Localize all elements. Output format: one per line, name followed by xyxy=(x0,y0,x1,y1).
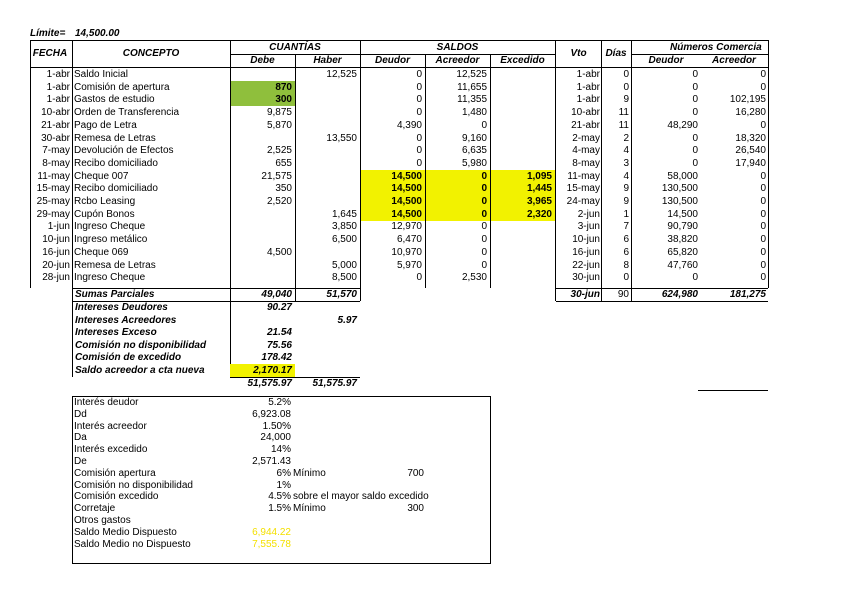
summary-label: Comisión no disponibilidad xyxy=(75,340,207,351)
cell-concepto: Rcbo Leasing xyxy=(74,196,136,207)
cell-haber xyxy=(295,247,357,259)
cell-haber: 6,500 xyxy=(331,234,357,245)
cell-saldo-deudor: 0 xyxy=(416,107,422,118)
cell-dias: 7 xyxy=(623,221,629,232)
parameter-value: 14% xyxy=(270,444,291,455)
cell-haber xyxy=(295,94,357,106)
parameter-value: 6,923.08 xyxy=(252,409,291,420)
cell-saldo-acreedor: 11,355 xyxy=(457,94,487,105)
cell-saldo-deudor: 0 xyxy=(416,272,422,283)
header-num-deudor: Deudor xyxy=(648,55,684,66)
cell-num-deudor: 48,290 xyxy=(667,120,698,131)
cell-vto: 8-may xyxy=(572,158,600,169)
cell-saldo-acreedor: 1,480 xyxy=(461,107,487,118)
cell-haber: 3,850 xyxy=(331,221,357,232)
cell-concepto: Cupón Bonos xyxy=(74,209,135,220)
cell-haber xyxy=(295,183,357,195)
summary-label: Saldo acreedor a cta nueva xyxy=(75,365,205,376)
cell-saldo-deudor: 4,390 xyxy=(396,120,422,131)
cell-excedido xyxy=(490,234,552,246)
cell-haber: 12,525 xyxy=(326,69,357,80)
cell-excedido xyxy=(490,221,552,233)
cell-dias: 11 xyxy=(618,107,629,118)
cell-concepto: Ingreso metálico xyxy=(74,234,148,245)
cell-fecha: 25-may xyxy=(36,196,70,207)
cell-dias: 0 xyxy=(623,69,629,80)
cell-num-acreedor: 0 xyxy=(760,171,766,182)
cell-excedido xyxy=(490,260,552,272)
cell-saldo-acreedor: 0 xyxy=(481,247,487,258)
cell-saldo-deudor: 5,970 xyxy=(396,260,422,271)
cell-excedido xyxy=(490,120,552,132)
cell-debe xyxy=(230,234,292,246)
cell-vto: 10-abr xyxy=(571,107,600,118)
cell-fecha: 29-may xyxy=(36,209,70,220)
cell-haber xyxy=(295,145,357,157)
cell-debe: 4,500 xyxy=(266,247,292,258)
cell-dias: 6 xyxy=(623,234,629,245)
parameter-label: Dd xyxy=(74,409,87,420)
cell-num-acreedor: 0 xyxy=(760,272,766,283)
header-debe: Debe xyxy=(250,55,275,66)
cell-vto: 15-may xyxy=(566,183,600,194)
summary-label: Intereses Acreedores xyxy=(75,315,177,326)
cell-concepto: Ingreso Cheque xyxy=(74,272,146,283)
summary-debe: 178.42 xyxy=(261,352,292,363)
cell-haber xyxy=(295,120,357,132)
cell-concepto: Remesa de Letras xyxy=(74,133,156,144)
cell-num-acreedor: 102,195 xyxy=(729,94,766,105)
cell-debe: 870 xyxy=(275,82,292,93)
cell-num-deudor: 65,820 xyxy=(667,247,698,258)
cell-saldo-acreedor: 9,160 xyxy=(461,133,487,144)
cell-fecha: 7-may xyxy=(42,145,70,156)
cell-vto: 24-may xyxy=(566,196,600,207)
cell-haber xyxy=(295,158,357,170)
cell-num-deudor: 14,500 xyxy=(667,209,698,220)
sumas-num-deudor: 624,980 xyxy=(661,289,698,300)
cell-excedido: 1,445 xyxy=(526,183,552,194)
cell-saldo-acreedor: 2,530 xyxy=(461,272,487,283)
grid-line xyxy=(631,40,632,288)
cell-num-acreedor: 0 xyxy=(760,120,766,131)
limit-value: 14,500.00 xyxy=(75,28,120,39)
divider xyxy=(230,54,555,55)
grid-line xyxy=(555,40,556,288)
cell-concepto: Orden de Transferencia xyxy=(74,107,180,118)
sumas-num-acreedor: 181,275 xyxy=(729,289,766,300)
cell-num-acreedor: 0 xyxy=(760,69,766,80)
cell-vto: 3-jun xyxy=(577,221,600,232)
cell-saldo-deudor: 0 xyxy=(416,94,422,105)
grid-line xyxy=(768,40,769,288)
cell-haber: 1,645 xyxy=(331,209,357,220)
cell-dias: 3 xyxy=(623,158,629,169)
divider xyxy=(698,390,768,391)
cell-vto: 1-abr xyxy=(576,82,600,93)
cell-num-deudor: 0 xyxy=(692,133,698,144)
cell-debe: 5,870 xyxy=(266,120,292,131)
summary-label: Intereses Exceso xyxy=(75,327,157,338)
cell-saldo-deudor: 14,500 xyxy=(391,196,422,207)
summary-haber xyxy=(295,340,357,352)
cell-fecha: 1-abr xyxy=(46,82,70,93)
cell-debe: 2,525 xyxy=(266,145,292,156)
grid-line xyxy=(230,40,231,288)
cell-num-deudor: 0 xyxy=(692,107,698,118)
cell-saldo-acreedor: 6,635 xyxy=(461,145,487,156)
cell-saldo-deudor: 0 xyxy=(416,145,422,156)
header-haber: Haber xyxy=(313,55,342,66)
cell-num-acreedor: 0 xyxy=(760,82,766,93)
cell-fecha: 10-jun xyxy=(42,234,70,245)
summary-debe: 90.27 xyxy=(266,302,292,313)
cell-saldo-acreedor: 11,655 xyxy=(457,82,487,93)
cell-num-deudor: 0 xyxy=(692,272,698,283)
cell-excedido xyxy=(490,133,552,145)
cell-saldo-acreedor: 0 xyxy=(481,171,487,182)
cell-fecha: 28-jun xyxy=(42,272,70,283)
parameter-value: 6% xyxy=(276,468,291,479)
summary-debe xyxy=(230,315,292,327)
cell-excedido xyxy=(490,82,552,94)
cell-debe: 655 xyxy=(275,158,292,169)
parameter-value xyxy=(228,515,291,527)
sumas-vto: 30-jun xyxy=(570,289,600,300)
summary-debe: 2,170.17 xyxy=(253,365,292,376)
cell-saldo-acreedor: 0 xyxy=(481,234,487,245)
summary-label: Intereses Deudores xyxy=(75,302,168,313)
cell-concepto: Cheque 069 xyxy=(74,247,129,258)
cell-dias: 0 xyxy=(623,82,629,93)
cell-haber xyxy=(295,196,357,208)
cell-vto: 1-abr xyxy=(576,94,600,105)
grid-line xyxy=(295,54,296,288)
cell-saldo-acreedor: 0 xyxy=(481,120,487,131)
grid-line xyxy=(72,301,73,377)
cell-num-acreedor: 0 xyxy=(760,183,766,194)
cell-excedido: 2,320 xyxy=(526,209,552,220)
parameter-label: Corretaje xyxy=(74,503,116,514)
cell-haber: 8,500 xyxy=(331,272,357,283)
cell-num-deudor: 130,500 xyxy=(661,196,698,207)
summary-debe: 21.54 xyxy=(266,327,292,338)
divider xyxy=(30,40,768,41)
cell-concepto: Ingreso Cheque xyxy=(74,221,146,232)
cell-saldo-deudor: 14,500 xyxy=(391,183,422,194)
cell-saldo-deudor: 14,500 xyxy=(391,209,422,220)
cell-saldo-acreedor: 5,980 xyxy=(461,158,487,169)
cell-saldo-deudor: 0 xyxy=(416,158,422,169)
cell-num-acreedor: 0 xyxy=(760,260,766,271)
cell-saldo-deudor: 10,970 xyxy=(391,247,422,258)
divider xyxy=(30,67,768,68)
cell-num-acreedor: 17,940 xyxy=(735,158,766,169)
parameter-label: Comisión no disponibilidad xyxy=(74,480,193,491)
cell-vto: 2-may xyxy=(572,133,600,144)
header-saldo-deudor: Deudor xyxy=(375,55,410,66)
parameter-label: Interés acreedor xyxy=(74,421,147,432)
cell-excedido xyxy=(490,107,552,119)
grid-line xyxy=(360,40,361,288)
cell-num-deudor: 0 xyxy=(692,69,698,80)
cell-fecha: 1-abr xyxy=(46,69,70,80)
cell-vto: 21-abr xyxy=(571,120,600,131)
cell-haber: 13,550 xyxy=(326,133,357,144)
header-numeros-comerciales: Números Comercia xyxy=(670,42,762,53)
cell-num-deudor: 0 xyxy=(692,158,698,169)
cell-excedido xyxy=(490,272,552,284)
parameter-label: Otros gastos xyxy=(74,515,131,526)
grid-line xyxy=(72,40,73,288)
cell-num-acreedor: 18,320 xyxy=(735,133,766,144)
cell-num-acreedor: 0 xyxy=(760,196,766,207)
parameter-label: Interés excedido xyxy=(74,444,148,455)
cell-dias: 1 xyxy=(623,209,629,220)
cell-saldo-deudor: 6,470 xyxy=(396,234,422,245)
cell-debe xyxy=(230,221,292,233)
sumas-haber: 51,570 xyxy=(326,289,357,300)
parameter-value: 6,944.22 xyxy=(252,527,291,538)
cell-vto: 11-may xyxy=(567,171,600,182)
cell-concepto: Pago de Letra xyxy=(74,120,137,131)
cell-vto: 22-jun xyxy=(572,260,600,271)
grid-line xyxy=(30,40,31,288)
grid-line xyxy=(490,54,491,288)
cell-concepto: Cheque 007 xyxy=(74,171,129,182)
cell-excedido: 3,965 xyxy=(526,196,552,207)
summary-haber: 5.97 xyxy=(337,315,357,326)
cell-num-acreedor: 0 xyxy=(760,247,766,258)
header-cuantias: CUANTÍAS xyxy=(269,42,321,53)
parameter-minimum: 300 xyxy=(407,503,424,514)
cell-fecha: 16-jun xyxy=(42,247,70,258)
header-vto: Vto xyxy=(570,48,587,59)
header-fecha: FECHA xyxy=(32,48,68,59)
cell-debe: 9,875 xyxy=(266,107,292,118)
summary-label: Comisión de excedido xyxy=(75,352,182,363)
cell-fecha: 15-may xyxy=(36,183,70,194)
parameter-label: Da xyxy=(74,432,87,443)
parameter-note: sobre el mayor saldo excedido xyxy=(293,491,429,502)
cell-num-deudor: 0 xyxy=(692,82,698,93)
cell-debe: 21,575 xyxy=(261,171,292,182)
grid-line xyxy=(72,288,73,301)
cell-dias: 0 xyxy=(623,272,629,283)
cell-num-acreedor: 26,540 xyxy=(735,145,766,156)
cell-vto: 4-may xyxy=(572,145,600,156)
parameter-value: 24,000 xyxy=(260,432,291,443)
cell-haber xyxy=(295,82,357,94)
header-concepto: CONCEPTO xyxy=(122,48,180,59)
cell-vto: 1-abr xyxy=(576,69,600,80)
parameter-value: 1% xyxy=(276,480,291,491)
cell-num-acreedor: 0 xyxy=(760,234,766,245)
cell-fecha: 1-abr xyxy=(46,94,70,105)
header-num-acreedor: Acreedor xyxy=(712,55,756,66)
cell-saldo-acreedor: 0 xyxy=(481,196,487,207)
parameter-label: Comisión excedido xyxy=(74,491,159,502)
parameter-label: Comisión apertura xyxy=(74,468,156,479)
cell-saldo-deudor: 14,500 xyxy=(391,171,422,182)
cell-haber xyxy=(295,107,357,119)
cell-num-deudor: 38,820 xyxy=(667,234,698,245)
cell-debe xyxy=(230,260,292,272)
parameter-value: 5.2% xyxy=(268,397,291,408)
cell-haber: 5,000 xyxy=(331,260,357,271)
cell-debe xyxy=(230,209,292,221)
cell-concepto: Recibo domiciliado xyxy=(74,183,158,194)
cell-concepto: Comisión de apertura xyxy=(74,82,170,93)
divider xyxy=(556,301,768,302)
cell-dias: 2 xyxy=(623,133,629,144)
parameter-note: Mínimo xyxy=(293,503,326,514)
summary-haber xyxy=(295,327,357,339)
cell-concepto: Remesa de Letras xyxy=(74,260,156,271)
cell-saldo-deudor: 12,970 xyxy=(391,221,422,232)
sumas-label: Sumas Parciales xyxy=(75,289,155,300)
cell-dias: 11 xyxy=(618,120,629,131)
cell-dias: 9 xyxy=(623,94,629,105)
cell-concepto: Saldo Inicial xyxy=(74,69,128,80)
cell-num-deudor: 0 xyxy=(692,94,698,105)
cell-debe xyxy=(230,69,292,81)
cell-debe xyxy=(230,133,292,145)
cell-saldo-acreedor: 12,525 xyxy=(456,69,487,80)
cell-haber xyxy=(295,171,357,183)
grid-line xyxy=(425,54,426,288)
cell-excedido xyxy=(490,158,552,170)
cell-fecha: 8-may xyxy=(42,158,70,169)
cell-num-acreedor: 16,280 xyxy=(735,107,766,118)
summary-haber xyxy=(295,352,357,364)
grid-line xyxy=(601,40,602,288)
cell-dias: 4 xyxy=(623,145,629,156)
cell-debe: 300 xyxy=(275,94,292,105)
cell-concepto: Devolución de Efectos xyxy=(74,145,174,156)
summary-debe: 75.56 xyxy=(266,340,292,351)
sumas-debe: 49,040 xyxy=(261,289,292,300)
total-debe: 51,575.97 xyxy=(247,378,292,389)
cell-num-deudor: 130,500 xyxy=(661,183,698,194)
cell-debe: 350 xyxy=(275,183,292,194)
limit-label: Límite= xyxy=(30,28,66,39)
cell-dias: 9 xyxy=(623,183,629,194)
cell-excedido xyxy=(490,94,552,106)
cell-saldo-acreedor: 0 xyxy=(481,209,487,220)
cell-fecha: 30-abr xyxy=(41,133,70,144)
parameter-value: 2,571.43 xyxy=(252,456,291,467)
parameter-value: 7,555.78 xyxy=(252,539,291,550)
cell-num-deudor: 47,760 xyxy=(667,260,698,271)
cell-dias: 6 xyxy=(623,247,629,258)
cell-dias: 4 xyxy=(623,171,629,182)
summary-haber xyxy=(295,302,357,314)
parameter-label: Interés deudor xyxy=(74,397,139,408)
cell-fecha: 1-jun xyxy=(47,221,70,232)
parameter-label: Saldo Medio no Dispuesto xyxy=(74,539,191,550)
grid-line xyxy=(360,288,361,301)
cell-excedido xyxy=(490,145,552,157)
cell-concepto: Gastos de estudio xyxy=(74,94,155,105)
summary-haber xyxy=(295,365,357,377)
cell-saldo-acreedor: 0 xyxy=(481,221,487,232)
parameter-minimum: 700 xyxy=(407,468,424,479)
parameter-value: 1.5% xyxy=(268,503,291,514)
parameter-label: Saldo Medio Dispuesto xyxy=(74,527,177,538)
header-saldos: SALDOS xyxy=(436,42,479,53)
cell-debe xyxy=(230,272,292,284)
cell-dias: 9 xyxy=(623,196,629,207)
cell-vto: 10-jun xyxy=(572,234,600,245)
cell-saldo-deudor: 0 xyxy=(416,133,422,144)
cell-num-deudor: 90,790 xyxy=(667,221,698,232)
cell-saldo-deudor: 0 xyxy=(416,82,422,93)
cell-saldo-acreedor: 0 xyxy=(481,183,487,194)
header-excedido: Excedido xyxy=(500,55,545,66)
parameter-value: 1.50% xyxy=(262,421,291,432)
cell-fecha: 10-abr xyxy=(41,107,70,118)
cell-excedido: 1,095 xyxy=(526,171,552,182)
parameter-label: De xyxy=(74,456,87,467)
cell-vto: 2-jun xyxy=(577,209,600,220)
cell-debe: 2,520 xyxy=(266,196,292,207)
cell-fecha: 11-may xyxy=(37,171,70,182)
sumas-dias: 90 xyxy=(617,289,629,300)
parameter-value: 4.5% xyxy=(268,491,291,502)
cell-vto: 30-jun xyxy=(572,272,600,283)
cell-concepto: Recibo domiciliado xyxy=(74,158,158,169)
cell-num-deudor: 58,000 xyxy=(667,171,698,182)
header-saldo-acreedor: Acreedor xyxy=(435,55,480,66)
total-haber: 51,575.97 xyxy=(312,378,357,389)
divider xyxy=(632,54,768,55)
cell-num-acreedor: 0 xyxy=(760,221,766,232)
cell-dias: 8 xyxy=(623,260,629,271)
parameter-note: Mínimo xyxy=(293,468,326,479)
cell-num-deudor: 0 xyxy=(692,145,698,156)
cell-saldo-acreedor: 0 xyxy=(481,260,487,271)
cell-excedido xyxy=(490,247,552,259)
cell-fecha: 20-jun xyxy=(42,260,70,271)
header-dias: Días xyxy=(605,48,627,59)
cell-vto: 16-jun xyxy=(572,247,600,258)
cell-fecha: 21-abr xyxy=(41,120,70,131)
cell-excedido xyxy=(490,69,552,81)
cell-num-acreedor: 0 xyxy=(760,209,766,220)
cell-saldo-deudor: 0 xyxy=(416,69,422,80)
